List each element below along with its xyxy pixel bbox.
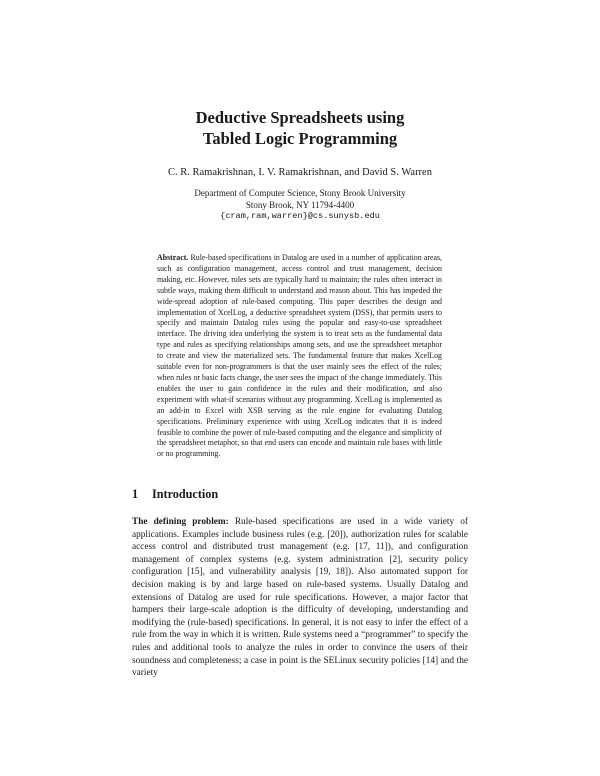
abstract-label: Abstract. <box>157 253 189 262</box>
section-title: Introduction <box>152 487 219 501</box>
title-line-1: Deductive Spreadsheets using <box>195 108 405 127</box>
paper-title <box>0 107 600 149</box>
abstract-text: Rule-based specifications in Datalog are used in a number of application areas, such as configuration management, access control and trust management, decision making, etc. However, rules sets are typically hard to maintain; the rules often interact in subtle ways, making them difficult to understand and reason about. This has impeded the wide-spread adoption of rule-based computing. This paper describes the design and implementation of XcelLog, a deductive spreadsheet system (DSS), that permits users to specify and maintain Datalog rules using the popular and easy-to-use spreadsheet interface. The driving idea underlying the system is to treat sets as the fundamental data type and rules as specifying relationships among sets, and use the spreadsheet metaphor to create and view the materialized sets. The fundamental feature that makes XcelLog suitable even for non-programmers is that the user mainly sees the effect of the rules; when rules or basic facts change, the user sees the impact of the change immediately. This enables the user to gain confidence in the rules and their modification, and also experiment with what-if scenarios without any programming. XcelLog is implemented as an add-in to Excel with XSB serving as the rule engine for evaluating Datalog specifications. Preliminary experience with using XcelLog indicates that it is indeed feasible to combine the power of rule-based computing and the elegance and simplicity of the spreadsheet metaphor, so that end users can encode and maintain rule bases with little or no programming. <box>157 253 442 459</box>
section-number: 1 <box>132 487 139 501</box>
section-heading <box>132 487 218 502</box>
affiliation <box>0 188 600 223</box>
abstract <box>157 253 442 460</box>
intro-paragraph <box>132 516 468 680</box>
title-line-2: Tabled Logic Programming <box>202 129 398 148</box>
intro-lead: The defining problem: <box>132 517 229 527</box>
author-emails: {cram,ram,warren}@cs.sunysb.edu <box>220 211 380 221</box>
author-list: C. R. Ramakrishnan, I. V. Ramakrishnan, and David S. Warren <box>168 167 432 178</box>
intro-text: Rule-based specifications are used in a wide variety of applications. Examples include business rules (e.g. [20]), authorization rules for scalable access control and distributed trust management (e.g. [17, 11]), and configuration management of complex systems (e.g. system administration [2], security policy configuration [15], and vulnerability analysis [19, 18]). Also automated support for decision making is by and large based on rule-based systems. Usually Datalog and extensions of Datalog are used for rule specifications. However, a major factor that hampers their large-scale adoption is the difficulty of developing, understanding and modifying the (rule-based) specifications. In general, it is not easy to infer the effect of a rule from the way in which it is written. Rule systems need a “programmer” to specify the rules and additional tools to analyze the rules in order to convince the users of their soundness and completeness; a case in point is the SELinux security policies [14] and the variety <box>132 517 468 679</box>
affiliation-department: Department of Computer Science, Stony Brook University <box>194 188 406 198</box>
affiliation-address: Stony Brook, NY 11794-4400 <box>245 199 355 210</box>
